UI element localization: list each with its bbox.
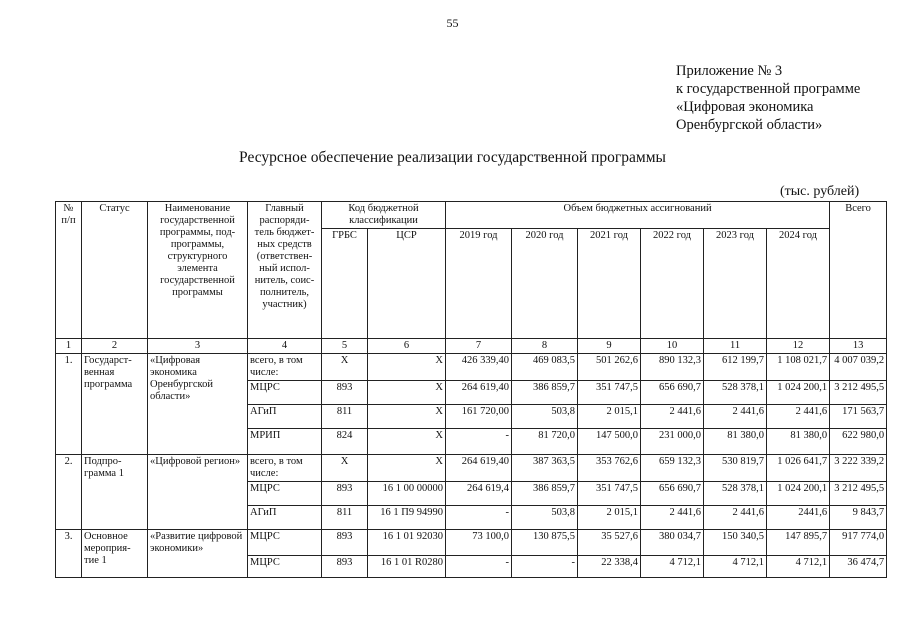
row-number: 3.: [56, 530, 82, 578]
row-2021: 2 015,1: [578, 405, 641, 429]
appendix-note: [676, 62, 860, 134]
row-grbs: Х: [322, 354, 368, 381]
row-2023: 81 380,0: [704, 429, 767, 455]
row-2020: 81 720,0: [512, 429, 578, 455]
row-total: 917 774,0: [830, 530, 887, 556]
row-2024: 1 024 200,1: [767, 381, 830, 405]
header-name: Наименование государственной программы, под-программы, структурного элемента государственной программы: [148, 202, 248, 339]
row-manager: МЦРС: [248, 530, 322, 556]
row-grbs: 893: [322, 556, 368, 578]
row-total: 9 843,7: [830, 506, 887, 530]
row-2020: 503,8: [512, 405, 578, 429]
row-2024: 1 026 641,7: [767, 455, 830, 482]
row-2022: 380 034,7: [641, 530, 704, 556]
row-2019: 73 100,0: [446, 530, 512, 556]
row-2022: 890 132,3: [641, 354, 704, 381]
row-status: Подпро-грамма 1: [82, 455, 148, 530]
appendix-line-2: к государственной программе: [676, 81, 861, 97]
row-csr: 16 1 01 R0280: [368, 556, 446, 578]
column-number: 6: [368, 339, 446, 354]
budget-table: [55, 201, 887, 578]
header-status: Статус: [82, 202, 148, 339]
row-manager: МЦРС: [248, 556, 322, 578]
column-number: 11: [704, 339, 767, 354]
row-2022: 2 441,6: [641, 506, 704, 530]
column-number: 7: [446, 339, 512, 354]
row-2019: 426 339,40: [446, 354, 512, 381]
row-2019: 264 619,40: [446, 455, 512, 482]
document-title: Ресурсное обеспечение реализации государственной программы: [239, 149, 666, 166]
header-code: Код бюджетной классификации: [322, 202, 446, 229]
row-total: 3 212 495,5: [830, 482, 887, 506]
row-total: 3 222 339,2: [830, 455, 887, 482]
row-grbs: 811: [322, 506, 368, 530]
row-2020: 386 859,7: [512, 482, 578, 506]
column-number: 9: [578, 339, 641, 354]
row-2022: 4 712,1: [641, 556, 704, 578]
row-2023: 2 441,6: [704, 405, 767, 429]
appendix-line-1: Приложение № 3: [676, 63, 783, 79]
row-grbs: 893: [322, 482, 368, 506]
header-csr: ЦСР: [368, 229, 446, 339]
row-2022: 656 690,7: [641, 482, 704, 506]
row-manager: АГиП: [248, 506, 322, 530]
row-manager: всего, в том числе:: [248, 455, 322, 482]
appendix-line-4: Оренбургской области»: [676, 117, 823, 133]
row-number: 1.: [56, 354, 82, 455]
row-csr: Х: [368, 354, 446, 381]
row-2021: 147 500,0: [578, 429, 641, 455]
column-number: 8: [512, 339, 578, 354]
row-2021: 22 338,4: [578, 556, 641, 578]
row-2024: 1 024 200,1: [767, 482, 830, 506]
row-status: Основное мероприя-тие 1: [82, 530, 148, 578]
row-2023: 4 712,1: [704, 556, 767, 578]
header-year-2024: 2024 год: [767, 229, 830, 339]
column-number: 10: [641, 339, 704, 354]
header-total: Всего: [830, 202, 887, 339]
row-2020: 469 083,5: [512, 354, 578, 381]
row-grbs: 893: [322, 381, 368, 405]
row-name: «Цифровая экономика Оренбургской области»: [148, 354, 248, 455]
table-row: [56, 530, 887, 556]
row-2022: 659 132,3: [641, 455, 704, 482]
appendix-line-3: «Цифровая экономика: [676, 99, 814, 115]
column-number: 12: [767, 339, 830, 354]
row-csr: 16 1 П9 94990: [368, 506, 446, 530]
header-num: № п/п: [56, 202, 82, 339]
header-manager: Главный распоряди-тель бюджет-ных средств (ответствен-ный испол-нитель, соис-полнитель, участник): [248, 202, 322, 339]
row-2024: 4 712,1: [767, 556, 830, 578]
row-2024: 2441,6: [767, 506, 830, 530]
row-2021: 353 762,6: [578, 455, 641, 482]
row-csr: Х: [368, 455, 446, 482]
row-total: 4 007 039,2: [830, 354, 887, 381]
header-volume: Объем бюджетных ассигнований: [446, 202, 830, 229]
table-row: [56, 455, 887, 482]
row-grbs: 893: [322, 530, 368, 556]
row-2020: -: [512, 556, 578, 578]
row-2020: 386 859,7: [512, 381, 578, 405]
row-total: 622 980,0: [830, 429, 887, 455]
row-name: «Цифровой регион»: [148, 455, 248, 530]
row-2023: 528 378,1: [704, 482, 767, 506]
column-number: 2: [82, 339, 148, 354]
table-row: [56, 354, 887, 381]
row-grbs: 811: [322, 405, 368, 429]
page-number: 55: [446, 16, 459, 30]
header-year-2021: 2021 год: [578, 229, 641, 339]
row-2021: 351 747,5: [578, 482, 641, 506]
row-csr: 16 1 01 92030: [368, 530, 446, 556]
row-status: Государст-венная программа: [82, 354, 148, 455]
row-grbs: 824: [322, 429, 368, 455]
row-2023: 612 199,7: [704, 354, 767, 381]
row-csr: 16 1 00 00000: [368, 482, 446, 506]
column-number: 4: [248, 339, 322, 354]
row-csr: Х: [368, 381, 446, 405]
units-label: (тыс. рублей): [780, 184, 860, 199]
column-number: 1: [56, 339, 82, 354]
row-2021: 2 015,1: [578, 506, 641, 530]
header-year-2020: 2020 год: [512, 229, 578, 339]
row-2023: 2 441,6: [704, 506, 767, 530]
row-manager: МЦРС: [248, 381, 322, 405]
row-2019: 161 720,00: [446, 405, 512, 429]
header-grbs: ГРБС: [322, 229, 368, 339]
row-2021: 35 527,6: [578, 530, 641, 556]
row-manager: АГиП: [248, 405, 322, 429]
row-2024: 1 108 021,7: [767, 354, 830, 381]
row-2020: 503,8: [512, 506, 578, 530]
row-2020: 387 363,5: [512, 455, 578, 482]
row-2022: 231 000,0: [641, 429, 704, 455]
row-2019: -: [446, 556, 512, 578]
row-total: 3 212 495,5: [830, 381, 887, 405]
row-2022: 2 441,6: [641, 405, 704, 429]
row-total: 36 474,7: [830, 556, 887, 578]
row-2021: 351 747,5: [578, 381, 641, 405]
column-number: 5: [322, 339, 368, 354]
row-csr: Х: [368, 405, 446, 429]
row-2024: 147 895,7: [767, 530, 830, 556]
row-grbs: Х: [322, 455, 368, 482]
row-2024: 2 441,6: [767, 405, 830, 429]
row-2019: 264 619,40: [446, 381, 512, 405]
header-year-2022: 2022 год: [641, 229, 704, 339]
column-number-row: [56, 339, 887, 354]
column-number: 3: [148, 339, 248, 354]
column-number: 13: [830, 339, 887, 354]
row-2019: -: [446, 506, 512, 530]
row-manager: всего, в том числе:: [248, 354, 322, 381]
row-2023: 150 340,5: [704, 530, 767, 556]
row-name: «Развитие цифровой экономики»: [148, 530, 248, 578]
row-2019: 264 619,4: [446, 482, 512, 506]
row-csr: Х: [368, 429, 446, 455]
row-2020: 130 875,5: [512, 530, 578, 556]
row-manager: МРИП: [248, 429, 322, 455]
row-2019: -: [446, 429, 512, 455]
row-total: 171 563,7: [830, 405, 887, 429]
row-2024: 81 380,0: [767, 429, 830, 455]
row-2023: 530 819,7: [704, 455, 767, 482]
row-2022: 656 690,7: [641, 381, 704, 405]
header-year-2019: 2019 год: [446, 229, 512, 339]
row-2023: 528 378,1: [704, 381, 767, 405]
row-manager: МЦРС: [248, 482, 322, 506]
row-number: 2.: [56, 455, 82, 530]
row-2021: 501 262,6: [578, 354, 641, 381]
header-year-2023: 2023 год: [704, 229, 767, 339]
